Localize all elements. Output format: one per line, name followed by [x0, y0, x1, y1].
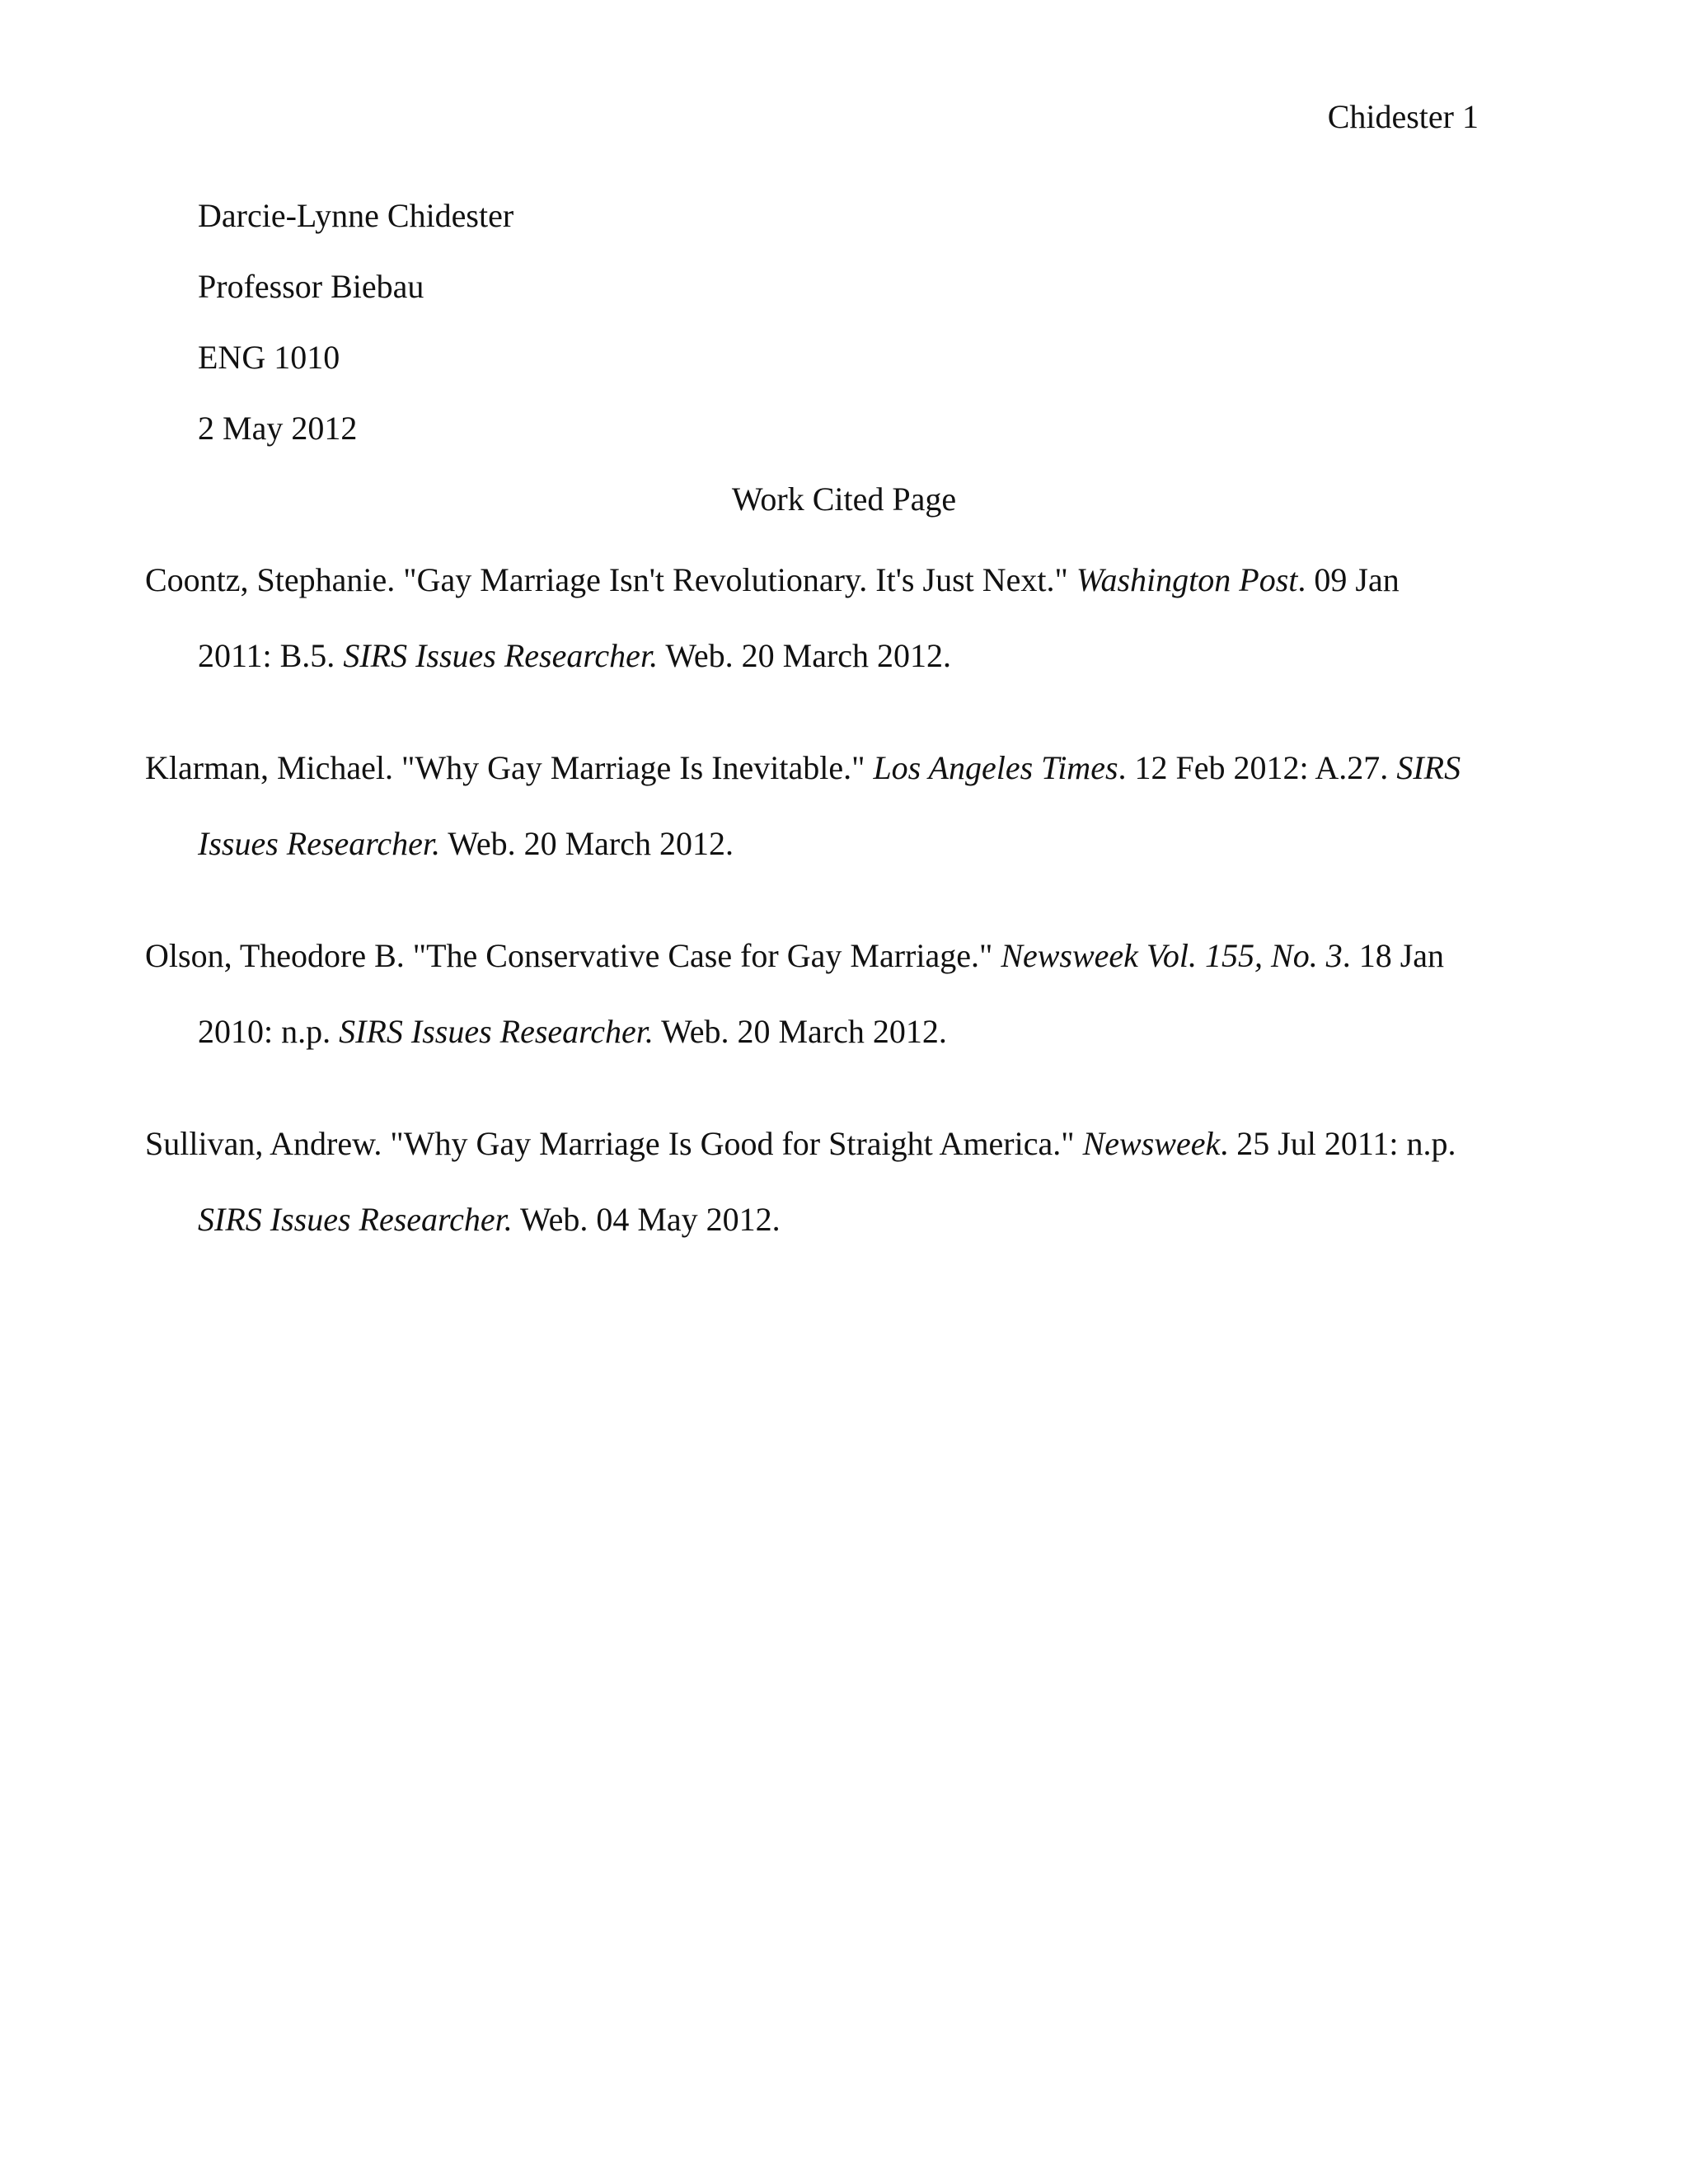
citation-entry: [145, 1124, 1480, 1276]
citation-line: [145, 936, 1480, 1012]
citation-line: [145, 560, 1480, 636]
page-title: Work Cited Page: [731, 480, 957, 518]
citation-source-title: Washington Post: [1076, 561, 1298, 598]
citation-text: . 18 Jan: [1342, 937, 1445, 974]
citation-line: [145, 1200, 1480, 1276]
citation-database: SIRS: [1396, 749, 1461, 786]
running-head: Chidester 1: [1327, 98, 1479, 135]
citation-text: 2011: B.5.: [198, 637, 344, 674]
citation-text: . 09 Jan: [1297, 561, 1400, 598]
works-cited-list: [145, 560, 1480, 1312]
citation-text: . 12 Feb 2012: A.27.: [1118, 749, 1397, 786]
citation-text: Web. 20 March 2012.: [658, 637, 952, 674]
citation-line: [145, 824, 1480, 900]
citation-source-title: Newsweek: [1082, 1125, 1221, 1162]
citation-source-title: Newsweek Vol. 155, No. 3: [1001, 937, 1343, 974]
author-name: Darcie-Lynne Chidester: [198, 197, 514, 234]
mla-heading: [198, 196, 513, 480]
course-name: ENG 1010: [198, 339, 340, 376]
citation-text: Coontz, Stephanie. "Gay Marriage Isn't Revolutionary. It's Just Next.": [145, 561, 1076, 598]
citation-line: [145, 1012, 1480, 1088]
citation-entry: [145, 748, 1480, 900]
citation-line: [145, 1124, 1480, 1200]
citation-text: Web. 04 May 2012.: [512, 1201, 781, 1238]
citation-text: Klarman, Michael. "Why Gay Marriage Is Inevitable.": [145, 749, 874, 786]
citation-text: . 25 Jul 2011: n.p.: [1220, 1125, 1456, 1162]
citation-database: SIRS Issues Researcher.: [198, 1201, 513, 1238]
paper-date: 2 May 2012: [198, 410, 358, 447]
citation-text: Web. 20 March 2012.: [440, 825, 734, 862]
citation-entry: [145, 560, 1480, 712]
citation-database: SIRS Issues Researcher.: [339, 1013, 654, 1050]
citation-entry: [145, 936, 1480, 1088]
citation-line: [145, 748, 1480, 824]
citation-database: Issues Researcher.: [198, 825, 441, 862]
instructor-name: Professor Biebau: [198, 268, 424, 305]
citation-line: [145, 636, 1480, 712]
citation-database: SIRS Issues Researcher.: [343, 637, 659, 674]
citation-text: Web. 20 March 2012.: [653, 1013, 947, 1050]
citation-source-title: Los Angeles Times: [873, 749, 1118, 786]
citation-text: 2010: n.p.: [198, 1013, 340, 1050]
citation-text: Olson, Theodore B. "The Conservative Case for Gay Marriage.": [145, 937, 1001, 974]
citation-text: Sullivan, Andrew. "Why Gay Marriage Is Good for Straight America.": [145, 1125, 1083, 1162]
